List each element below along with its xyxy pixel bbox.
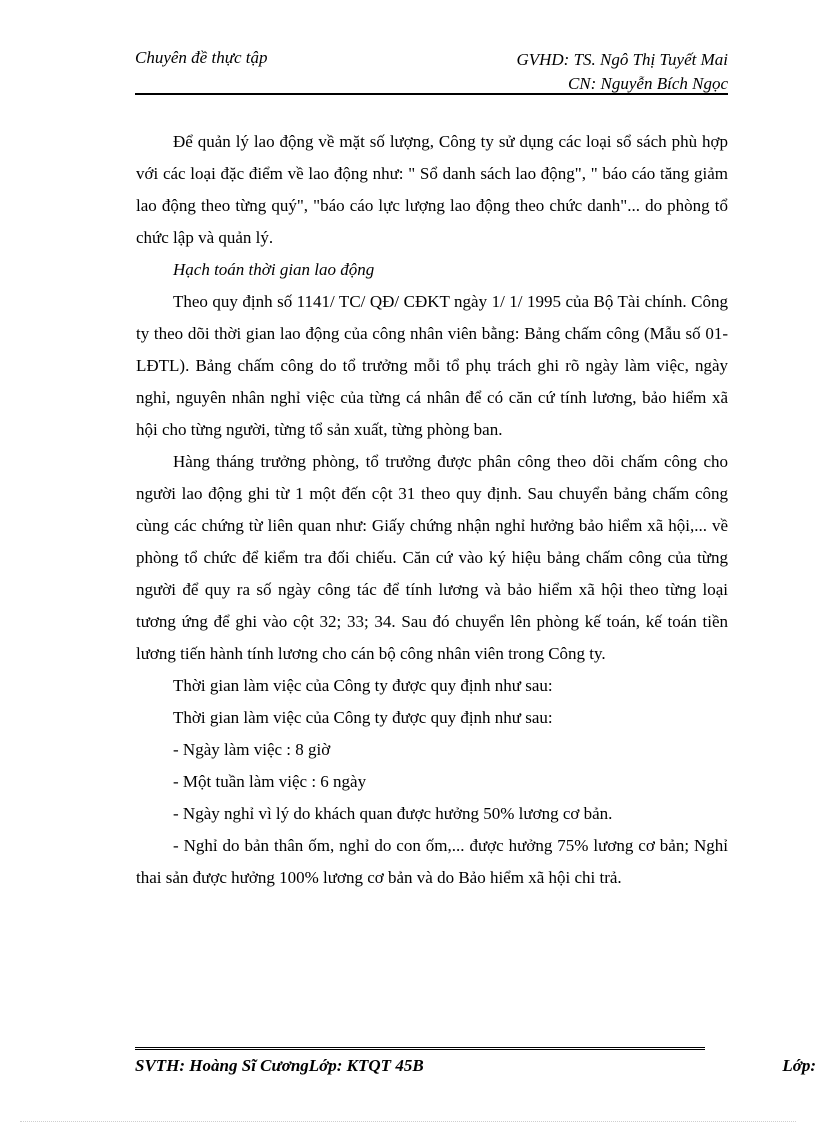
section-heading: Hạch toán thời gian lao động (173, 260, 375, 279)
header-supervisor-2: CN: Nguyễn Bích Ngọc (567, 74, 728, 93)
footer-class: Lớp: (782, 1056, 816, 1075)
footer-rule (135, 1047, 705, 1050)
header-title: Chuyên đề thực tập (135, 48, 268, 67)
paragraph-labor-quantity: Để quản lý lao động về mặt số lượng, Công ty sử dụng các loại sổ sách phù hợp với các loại đặc điểm về lao động như: " Sổ danh sách lao động", " báo cáo tăng giảm lao động theo từng quý", "báo cáo lực lượng lao động theo chức danh"... do phòng tổ chức lập và quản lý. (136, 132, 728, 247)
header-supervisor-1: GVHD: TS. Ngô Thị Tuyết Mai (516, 50, 728, 69)
header-supervisors (516, 48, 728, 96)
document-body (136, 126, 728, 894)
paragraph-working-time-repeat: Thời gian làm việc của Công ty được quy định như sau: (173, 708, 553, 727)
paragraph-working-time: Thời gian làm việc của Công ty được quy định như sau: (173, 676, 553, 695)
paragraph-regulation: Theo quy định số 1141/ TC/ QĐ/ CĐKT ngày 1/ 1/ 1995 của Bộ Tài chính. Công ty theo dõi thời gian lao động của công nhân viên bằng: Bảng chấm công (Mẫu số 01- LĐTL). Bảng chấm công do tổ trưởng mỗi tổ phụ trách ghi rõ ngày làm việc, ngày nghỉ, nguyên nhân nghỉ việc của từng cá nhân để có căn cứ tính lương, bảo hiểm xã hội cho từng người, từng tổ sản xuất, từng phòng ban. (136, 292, 728, 439)
list-item-workweek: - Một tuần làm việc : 6 ngày (173, 772, 367, 791)
paragraph-monthly: Hàng tháng trưởng phòng, tổ trưởng được phân công theo dõi chấm công cho người lao động ghi từ 1 một đến cột 31 theo quy định. Sau chuyển bảng chấm công cùng các chứng từ liên quan như: Giấy chứng nhận nghỉ hưởng bảo hiểm xã hội,... về phòng tổ chức để kiểm tra đối chiếu. Căn cứ vào ký hiệu bảng chấm công của từng người để quy ra số ngày công tác để tính lương và bảo hiểm xã hội theo từng loại tương ứng để ghi vào cột 32; 33; 34. Sau đó chuyển lên phòng kế toán, kế toán tiền lương tiến hành tính lương cho cán bộ công nhân viên trong Công ty. (136, 452, 728, 663)
list-item-workday: - Ngày làm việc : 8 giờ (173, 740, 331, 759)
header-rule (135, 93, 728, 95)
list-item-leave-objective: - Ngày nghỉ vì lý do khách quan được hưởng 50% lương cơ bản. (173, 804, 613, 823)
page-edge (20, 1121, 796, 1122)
list-item-leave-sick: - Nghỉ do bản thân ốm, nghỉ do con ốm,... được hưởng 75% lương cơ bản; Nghỉ thai sản được hưởng 100% lương cơ bản và do Bảo hiểm xã hội chi trả. (136, 836, 728, 887)
footer-student: SVTH: Hoàng Sĩ CươngLớp: KTQT 45B (135, 1056, 424, 1075)
